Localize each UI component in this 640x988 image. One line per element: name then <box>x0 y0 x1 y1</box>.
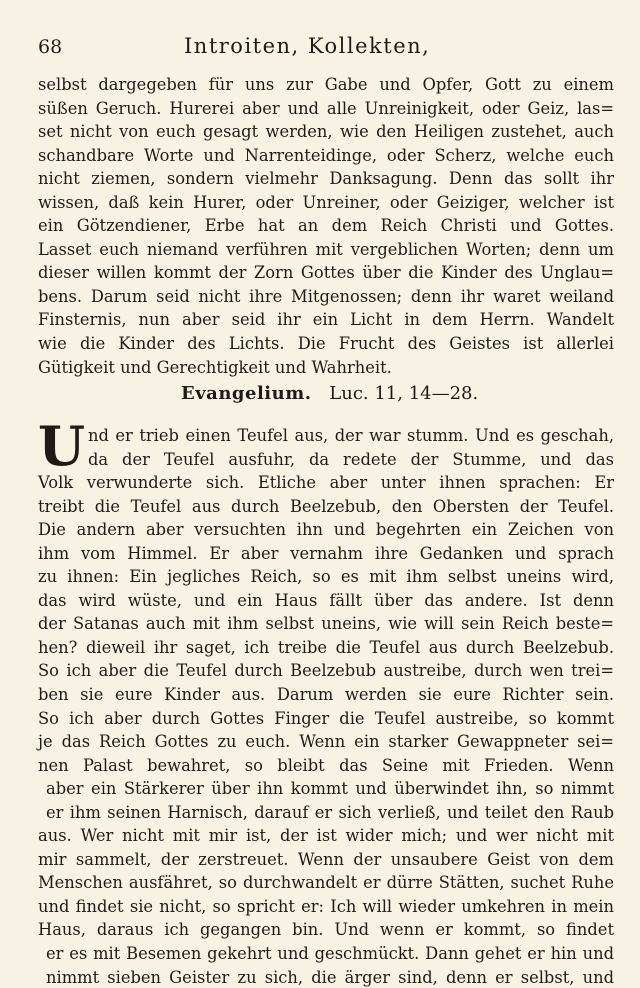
text-line: wissen, daß kein Hurer, oder Unreiner, oder Geiziger, welcher ist <box>38 192 614 212</box>
gospel-text <box>38 424 614 988</box>
text-line: der Satanas auch mit ihm selbst uneins, wie will sein Reich beste= <box>38 614 614 634</box>
text-line: Haus, daraus ich gegangen bin. Und wenn er kommt, so findet <box>38 920 614 940</box>
text-line: hen? dieweil ihr saget, ich treibe die Teufel aus durch Beelzebub. <box>38 637 614 657</box>
text-line: das wird wüste, und ein Haus fällt über das andere. Ist denn <box>38 590 614 610</box>
text-line: ein Götzendiener, Erbe hat an dem Reich Christi und Gottes. <box>38 216 614 236</box>
text-line: Lasset euch niemand verführen mit vergeblichen Worten; denn um <box>38 239 614 259</box>
drop-cap: U <box>38 414 86 478</box>
text-line: ihm vom Himmel. Er aber vernahm ihre Gedanken und sprach <box>38 543 614 563</box>
text-line: selbst dargegeben für uns zur Gabe und Opfer, Gott zu einem <box>38 75 614 94</box>
gospel-reference: Luc. 11, 14—28. <box>329 383 479 404</box>
text-line: Gütigkeit und Gerechtigkeit und Wahrheit. <box>38 357 392 377</box>
text-line: wie die Kinder des Lichts. Die Frucht des Geistes ist allerlei <box>38 334 614 354</box>
text-line: zu ihnen: Ein jegliches Reich, so es mit ihm selbst uneins wird, <box>38 567 614 587</box>
text-line: nen Palast bewahret, so bleibt das Seine mit Frieden. Wenn <box>38 755 614 775</box>
text-line: je das Reich Gottes zu euch. Wenn ein starker Gewappneter sei= <box>38 732 614 752</box>
text-line: er ihm seinen Harnisch, darauf er sich verließ, und teilet den Raub <box>46 802 614 822</box>
text-line: mir sammelt, der zerstreuet. Wenn der unsaubere Geist von dem <box>38 849 614 869</box>
text-line: da der Teufel ausfuhr, da redete der Stumme, und das <box>88 449 614 469</box>
gospel-heading <box>181 383 478 404</box>
running-title: Introiten, Kollekten, <box>184 34 431 58</box>
text-line: ben sie eure Kinder aus. Darum werden sie eure Richter sein. <box>38 685 614 705</box>
text-line: So ich aber durch Gottes Finger die Teufel austreibe, so kommt <box>38 708 614 728</box>
text-line: treibt die Teufel aus durch Beelzebub, den Obersten der Teufel. <box>38 496 614 516</box>
text-line: So ich aber die Teufel durch Beelzebub austreibe, durch wen trei= <box>38 661 614 681</box>
text-line: nicht ziemen, sondern vielmehr Danksagung. Denn das sollt ihr <box>38 169 614 189</box>
text-line: aus. Wer nicht mit mir ist, der ist wider mich; und wer nicht mit <box>38 826 614 846</box>
text-line: Die andern aber versuchten ihn und begehrten ein Zeichen von <box>38 520 614 540</box>
text-line: aber ein Stärkerer über ihn kommt und überwindet ihn, so nimmt <box>46 779 614 799</box>
gospel-title: Evangelium. <box>181 383 312 404</box>
text-line: nd er trieb einen Teufel aus, der war stumm. Und es geschah, <box>88 426 614 445</box>
page-header <box>38 36 610 60</box>
text-line: dieser willen kommt der Zorn Gottes über die Kinder des Unglau= <box>38 263 614 283</box>
text-line: er es mit Besemen gekehrt und geschmückt. Dann gehet er hin und <box>46 944 614 964</box>
text-line: set nicht von euch gesagt werden, wie den Heiligen zustehet, auch <box>38 122 614 142</box>
epistle-text <box>38 73 614 379</box>
text-line: schandbare Worte und Narrenteidinge, oder Scherz, welche euch <box>38 145 614 165</box>
text-line: süßen Geruch. Hurerei aber und alle Unreinigkeit, oder Geiz, las= <box>38 98 614 118</box>
text-line: Finsternis, nun aber seid ihr ein Licht in dem Herrn. Wandelt <box>38 310 614 330</box>
page-number: 68 <box>38 36 63 58</box>
text-line: nimmt sieben Geister zu sich, die ärger sind, denn er selbst, und <box>46 967 614 987</box>
text-line: Menschen ausfähret, so durchwandelt er dürre Stätten, suchet Ruhe <box>38 873 614 893</box>
text-line: bens. Darum seid nicht ihre Mitgenossen; denn ihr waret weiland <box>38 286 614 306</box>
text-line: und findet sie nicht, so spricht er: Ich will wieder umkehren in mein <box>38 896 614 916</box>
text-line: Volk verwunderte sich. Etliche aber unter ihnen sprachen: Er <box>38 473 614 493</box>
